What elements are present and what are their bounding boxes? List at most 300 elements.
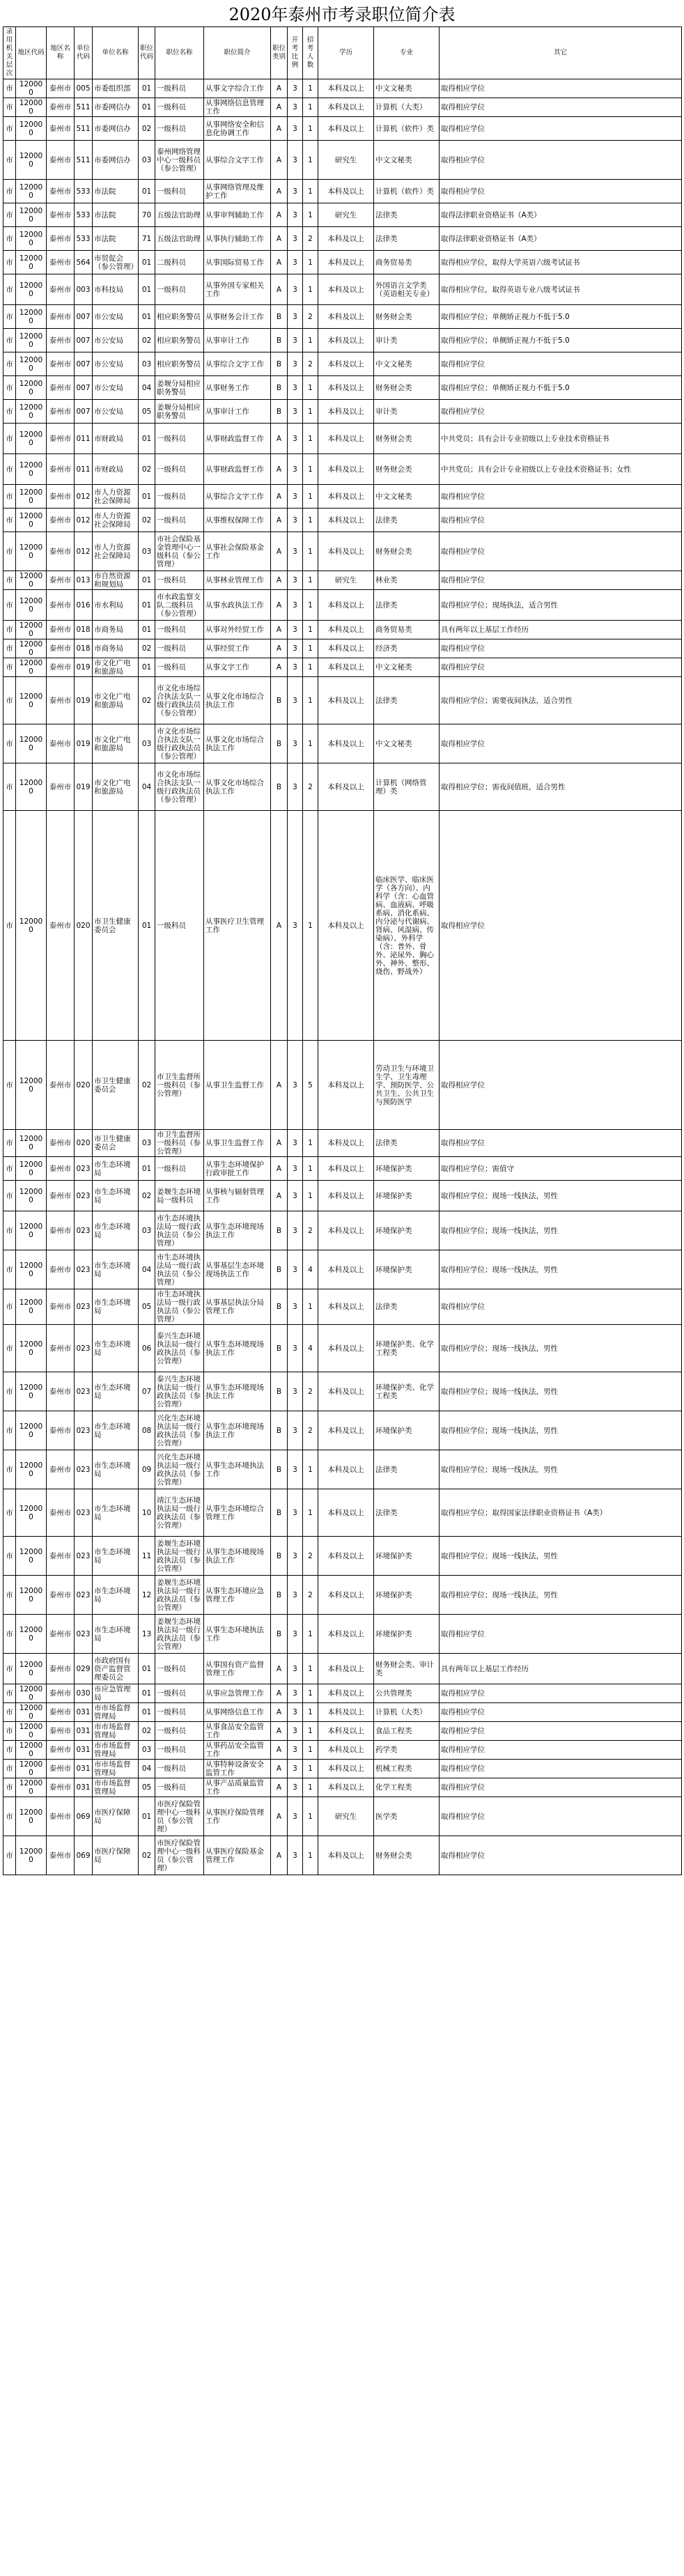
cell-unit-name: 市人力资源社会保障局: [93, 485, 139, 509]
cell-education: 本科及以上: [318, 1211, 374, 1250]
cell-unit-code: 069: [75, 1836, 93, 1875]
cell-region-name: 泰州市: [47, 1684, 75, 1703]
cell-region-code: 120000: [16, 590, 47, 621]
cell-major: 中文文秘类: [374, 724, 440, 763]
cell-count: 1: [303, 251, 318, 274]
cell-position-name: 一级科员: [155, 1684, 204, 1703]
table-row: [3, 658, 682, 677]
cell-level: 市: [3, 1211, 16, 1250]
cell-other: 取得相应学位；现场一线执法，男性: [440, 1211, 682, 1250]
cell-category: B: [271, 329, 288, 352]
cell-count: 1: [303, 1654, 318, 1684]
cell-position-name: 一级科员: [155, 98, 204, 117]
cell-education: 本科及以上: [318, 811, 374, 1041]
cell-education: 本科及以上: [318, 1041, 374, 1130]
cell-major: 财务财会类: [374, 1836, 440, 1875]
cell-category: B: [271, 677, 288, 724]
table-row: [3, 1703, 682, 1722]
cell-unit-name: 市贸促会（参公管理）: [93, 251, 139, 274]
table-row: [3, 117, 682, 141]
cell-count: 2: [303, 1372, 318, 1411]
cell-position-desc: 从事财政监督工作: [204, 454, 271, 485]
table-row: [3, 227, 682, 251]
cell-region-code: 120000: [16, 117, 47, 141]
cell-unit-name: 市市场监督管理局: [93, 1760, 139, 1778]
cell-ratio: 3: [288, 376, 303, 400]
cell-region-code: 120000: [16, 1157, 47, 1181]
cell-count: 1: [303, 509, 318, 532]
cell-unit-name: 市生态环境局: [93, 1615, 139, 1654]
cell-major: 中文文秘类: [374, 141, 440, 180]
cell-major: 环境保护类: [374, 1181, 440, 1211]
cell-region-code: 120000: [16, 1250, 47, 1289]
cell-unit-name: 市文化广电和旅游局: [93, 658, 139, 677]
cell-ratio: 3: [288, 1797, 303, 1836]
cell-level: 市: [3, 1836, 16, 1875]
cell-region-name: 泰州市: [47, 1722, 75, 1741]
cell-region-name: 泰州市: [47, 1181, 75, 1211]
cell-region-name: 泰州市: [47, 1325, 75, 1372]
cell-region-code: 120000: [16, 1211, 47, 1250]
cell-position-name: 市文化市场综合执法支队一级行政执法员（参公管理）: [155, 677, 204, 724]
cell-count: 1: [303, 811, 318, 1041]
cell-category: B: [271, 1372, 288, 1411]
cell-count: 1: [303, 1722, 318, 1741]
cell-other: 取得相应学位: [440, 1615, 682, 1654]
cell-ratio: 3: [288, 724, 303, 763]
cell-education: 本科及以上: [318, 1836, 374, 1875]
cell-category: A: [271, 1836, 288, 1875]
cell-ratio: 3: [288, 1760, 303, 1778]
cell-major: 审计类: [374, 329, 440, 352]
table-row: [3, 1722, 682, 1741]
cell-position-name: 市生态环境执法局一级行政执法员（参公管理）: [155, 1250, 204, 1289]
cell-count: 2: [303, 305, 318, 329]
table-row: [3, 79, 682, 98]
cell-position-desc: 从事产品质量监管工作: [204, 1778, 271, 1797]
cell-major: 财务财会类: [374, 532, 440, 571]
table-row: [3, 509, 682, 532]
cell-ratio: 3: [288, 1741, 303, 1760]
cell-unit-code: 012: [75, 532, 93, 571]
cell-region-name: 泰州市: [47, 658, 75, 677]
cell-position-code: 08: [139, 1411, 155, 1450]
cell-count: 2: [303, 1411, 318, 1450]
cell-count: 1: [303, 1741, 318, 1760]
table-row: [3, 1372, 682, 1411]
cell-position-code: 03: [139, 724, 155, 763]
cell-unit-code: 007: [75, 400, 93, 424]
table-row: [3, 251, 682, 274]
cell-category: A: [271, 79, 288, 98]
cell-position-name: 市社会保险基金管理中心一级科员（参公管理）: [155, 532, 204, 571]
cell-unit-code: 020: [75, 811, 93, 1041]
cell-region-name: 泰州市: [47, 1741, 75, 1760]
cell-unit-name: 市市场监督管理局: [93, 1722, 139, 1741]
table-row: [3, 1181, 682, 1211]
cell-ratio: 3: [288, 621, 303, 639]
cell-region-code: 120000: [16, 1372, 47, 1411]
cell-position-name: 二级科员: [155, 251, 204, 274]
cell-position-code: 02: [139, 454, 155, 485]
cell-other: 中共党员；具有会计专业初级以上专业技术资格证书: [440, 424, 682, 454]
cell-unit-name: 市法院: [93, 203, 139, 227]
header-level: 录用机关层次: [3, 27, 16, 79]
table-row: [3, 1130, 682, 1157]
cell-unit-name: 市人力资源社会保障局: [93, 532, 139, 571]
cell-position-code: 02: [139, 1041, 155, 1130]
cell-education: 本科及以上: [318, 1289, 374, 1325]
cell-unit-code: 019: [75, 658, 93, 677]
cell-level: 市: [3, 677, 16, 724]
cell-position-desc: 从事网络信息工作: [204, 1703, 271, 1722]
table-row: [3, 1450, 682, 1489]
cell-count: 1: [303, 203, 318, 227]
cell-unit-code: 030: [75, 1684, 93, 1703]
cell-ratio: 3: [288, 1211, 303, 1250]
cell-count: 1: [303, 1797, 318, 1836]
header-position-code: 职位代码: [139, 27, 155, 79]
cell-other: 中共党员；具有会计专业初级以上专业技术资格证书；女性: [440, 454, 682, 485]
cell-position-name: 一级科员: [155, 621, 204, 639]
cell-major: 财务财会类、审计类: [374, 1654, 440, 1684]
cell-region-name: 泰州市: [47, 1411, 75, 1450]
cell-category: A: [271, 509, 288, 532]
cell-level: 市: [3, 1289, 16, 1325]
cell-region-name: 泰州市: [47, 1537, 75, 1576]
cell-major: 环境保护类: [374, 1411, 440, 1450]
cell-unit-name: 市生态环境局: [93, 1211, 139, 1250]
cell-region-name: 泰州市: [47, 1797, 75, 1836]
cell-unit-name: 市公安局: [93, 376, 139, 400]
cell-region-code: 120000: [16, 1489, 47, 1537]
cell-position-code: 01: [139, 485, 155, 509]
cell-unit-code: 007: [75, 329, 93, 352]
cell-position-name: 一级科员: [155, 1722, 204, 1741]
cell-other: 取得相应学位: [440, 571, 682, 590]
table-row: [3, 180, 682, 203]
cell-category: A: [271, 424, 288, 454]
cell-education: 本科及以上: [318, 1130, 374, 1157]
cell-position-desc: 从事医疗保险基金管理工作: [204, 1836, 271, 1875]
cell-level: 市: [3, 1041, 16, 1130]
cell-position-name: 泰州网络管理中心一级科员（参公管理）: [155, 141, 204, 180]
cell-region-code: 120000: [16, 274, 47, 305]
cell-position-code: 03: [139, 1211, 155, 1250]
cell-region-code: 120000: [16, 1325, 47, 1372]
cell-position-code: 02: [139, 1181, 155, 1211]
cell-unit-code: 023: [75, 1537, 93, 1576]
cell-ratio: 3: [288, 1181, 303, 1211]
cell-position-desc: 从事生态环境现场执法工作: [204, 1211, 271, 1250]
cell-position-desc: 从事医疗保险管理工作: [204, 1797, 271, 1836]
cell-position-name: 一级科员: [155, 1741, 204, 1760]
cell-level: 市: [3, 227, 16, 251]
cell-other: 取得相应学位；现场一线执法，男性: [440, 1411, 682, 1450]
cell-region-name: 泰州市: [47, 227, 75, 251]
cell-ratio: 3: [288, 1489, 303, 1537]
cell-category: B: [271, 1576, 288, 1615]
cell-count: 1: [303, 1130, 318, 1157]
cell-level: 市: [3, 1450, 16, 1489]
cell-position-code: 01: [139, 274, 155, 305]
cell-level: 市: [3, 590, 16, 621]
cell-region-code: 120000: [16, 724, 47, 763]
table-row: [3, 352, 682, 376]
cell-count: 1: [303, 724, 318, 763]
cell-category: A: [271, 117, 288, 141]
cell-other: 取得相应学位；需夜间值班，适合男性: [440, 763, 682, 811]
table-row: [3, 763, 682, 811]
cell-region-code: 120000: [16, 251, 47, 274]
cell-other: 取得相应学位；现场一线执法，男性: [440, 1537, 682, 1576]
cell-position-desc: 从事生态环境现场执法工作: [204, 1537, 271, 1576]
table-row: [3, 590, 682, 621]
cell-position-desc: 从事维权保障工作: [204, 509, 271, 532]
cell-major: 环境保护类、化学工程类: [374, 1372, 440, 1411]
cell-other: 取得相应学位: [440, 639, 682, 658]
cell-region-name: 泰州市: [47, 141, 75, 180]
cell-unit-name: 市法院: [93, 227, 139, 251]
cell-level: 市: [3, 1741, 16, 1760]
cell-position-name: 靖江生态环境执法局一级行政执法员（参公管理）: [155, 1489, 204, 1537]
cell-position-desc: 从事水政执法工作: [204, 590, 271, 621]
cell-education: 本科及以上: [318, 1615, 374, 1654]
cell-unit-name: 市财政局: [93, 454, 139, 485]
cell-other: 取得相应学位；现场一线执法，男性: [440, 1250, 682, 1289]
cell-position-name: 一级科员: [155, 811, 204, 1041]
cell-major: 法律类: [374, 509, 440, 532]
cell-category: B: [271, 1411, 288, 1450]
cell-position-desc: 从事综合文字工作: [204, 352, 271, 376]
cell-region-code: 120000: [16, 621, 47, 639]
cell-region-code: 120000: [16, 677, 47, 724]
cell-other: 取得相应学位: [440, 180, 682, 203]
table-row: [3, 329, 682, 352]
cell-unit-code: 511: [75, 141, 93, 180]
cell-category: B: [271, 352, 288, 376]
cell-education: 本科及以上: [318, 590, 374, 621]
cell-position-code: 01: [139, 621, 155, 639]
cell-level: 市: [3, 571, 16, 590]
cell-region-name: 泰州市: [47, 305, 75, 329]
cell-position-desc: 从事生态环境执法工作: [204, 1450, 271, 1489]
cell-region-name: 泰州市: [47, 1654, 75, 1684]
cell-unit-code: 012: [75, 509, 93, 532]
cell-count: 1: [303, 454, 318, 485]
cell-position-code: 70: [139, 203, 155, 227]
cell-category: A: [271, 639, 288, 658]
cell-position-name: 市水政监察支队二级科员（参公管理）: [155, 590, 204, 621]
cell-level: 市: [3, 1576, 16, 1615]
cell-position-code: 09: [139, 1450, 155, 1489]
cell-level: 市: [3, 376, 16, 400]
cell-position-desc: 从事外国专家相关工作: [204, 274, 271, 305]
cell-position-name: 一级科员: [155, 1654, 204, 1684]
cell-other: 取得相应学位: [440, 79, 682, 98]
cell-ratio: 3: [288, 141, 303, 180]
cell-other: 取得相应学位；现场一线执法，男性: [440, 1325, 682, 1372]
cell-unit-code: 023: [75, 1157, 93, 1181]
cell-major: 环境保护类: [374, 1250, 440, 1289]
cell-major: 商务贸易类: [374, 621, 440, 639]
cell-major: 环境保护类、化学工程类: [374, 1325, 440, 1372]
cell-level: 市: [3, 811, 16, 1041]
cell-level: 市: [3, 724, 16, 763]
cell-count: 1: [303, 658, 318, 677]
cell-region-code: 120000: [16, 763, 47, 811]
cell-unit-name: 市文化广电和旅游局: [93, 724, 139, 763]
cell-position-name: 一级科员: [155, 639, 204, 658]
cell-ratio: 3: [288, 274, 303, 305]
cell-position-name: 一级科员: [155, 509, 204, 532]
cell-ratio: 3: [288, 454, 303, 485]
cell-region-code: 120000: [16, 141, 47, 180]
cell-major: 化学工程类: [374, 1778, 440, 1797]
cell-region-name: 泰州市: [47, 621, 75, 639]
cell-count: 2: [303, 227, 318, 251]
cell-level: 市: [3, 454, 16, 485]
cell-category: A: [271, 1157, 288, 1181]
cell-ratio: 3: [288, 509, 303, 532]
cell-other: 取得相应学位，取得英语专业八级考试证书: [440, 274, 682, 305]
cell-region-code: 120000: [16, 352, 47, 376]
table-row: [3, 639, 682, 658]
cell-unit-name: 市商务局: [93, 639, 139, 658]
cell-education: 本科及以上: [318, 658, 374, 677]
cell-region-code: 120000: [16, 203, 47, 227]
table-row: [3, 203, 682, 227]
cell-other: 具有两年以上基层工作经历: [440, 621, 682, 639]
cell-other: 取得相应学位: [440, 724, 682, 763]
cell-education: 本科及以上: [318, 98, 374, 117]
cell-other: 取得相应学位: [440, 141, 682, 180]
cell-position-desc: 从事基层生态环境现场执法工作: [204, 1250, 271, 1289]
cell-unit-name: 市市场监督管理局: [93, 1741, 139, 1760]
cell-count: 1: [303, 274, 318, 305]
cell-position-code: 13: [139, 1615, 155, 1654]
cell-position-desc: 从事生态环境现场执法工作: [204, 1325, 271, 1372]
cell-major: 中文文秘类: [374, 485, 440, 509]
cell-other: 取得相应学位: [440, 1836, 682, 1875]
cell-unit-code: 005: [75, 79, 93, 98]
cell-other: 取得相应学位；单侧矫正视力不低于5.0: [440, 305, 682, 329]
cell-unit-code: 533: [75, 180, 93, 203]
cell-count: 2: [303, 1537, 318, 1576]
cell-position-code: 02: [139, 509, 155, 532]
cell-position-name: 兴化生态环境执法局一级行政执法员（参公管理）: [155, 1450, 204, 1489]
cell-major: 法律类: [374, 1489, 440, 1537]
cell-education: 本科及以上: [318, 79, 374, 98]
cell-other: 取得相应学位，取得大学英语六级考试证书: [440, 251, 682, 274]
cell-unit-name: 市生态环境局: [93, 1411, 139, 1450]
cell-region-code: 120000: [16, 571, 47, 590]
cell-position-desc: 从事文字工作: [204, 658, 271, 677]
cell-count: 5: [303, 1041, 318, 1130]
header-ratio: 开考比例: [288, 27, 303, 79]
cell-region-code: 120000: [16, 1741, 47, 1760]
cell-ratio: 3: [288, 1684, 303, 1703]
cell-other: 取得相应学位: [440, 1722, 682, 1741]
cell-ratio: 3: [288, 1411, 303, 1450]
cell-major: 财务财会类: [374, 424, 440, 454]
cell-category: B: [271, 305, 288, 329]
cell-count: 1: [303, 180, 318, 203]
cell-category: A: [271, 180, 288, 203]
cell-position-name: 姜堰分局相应职务警员: [155, 376, 204, 400]
table-row: [3, 274, 682, 305]
header-education: 学历: [318, 27, 374, 79]
header-major: 专业: [374, 27, 440, 79]
cell-count: 1: [303, 329, 318, 352]
cell-unit-name: 市生态环境局: [93, 1372, 139, 1411]
cell-level: 市: [3, 1250, 16, 1289]
cell-region-name: 泰州市: [47, 1703, 75, 1722]
cell-level: 市: [3, 400, 16, 424]
cell-ratio: 3: [288, 98, 303, 117]
cell-count: 2: [303, 763, 318, 811]
cell-category: A: [271, 141, 288, 180]
cell-level: 市: [3, 1797, 16, 1836]
cell-position-code: 04: [139, 1760, 155, 1778]
cell-position-code: 03: [139, 532, 155, 571]
cell-position-code: 01: [139, 590, 155, 621]
cell-position-desc: 从事生态环境应急管理工作: [204, 1576, 271, 1615]
cell-major: 食品工程类: [374, 1722, 440, 1741]
cell-position-code: 11: [139, 1537, 155, 1576]
cell-unit-name: 市生态环境局: [93, 1325, 139, 1372]
cell-education: 本科及以上: [318, 621, 374, 639]
cell-education: 本科及以上: [318, 724, 374, 763]
cell-unit-code: 564: [75, 251, 93, 274]
cell-major: 公共管理类: [374, 1684, 440, 1703]
cell-position-desc: 从事网络管理及维护工作: [204, 180, 271, 203]
cell-category: B: [271, 376, 288, 400]
cell-count: 1: [303, 1760, 318, 1778]
cell-ratio: 3: [288, 227, 303, 251]
cell-position-name: 市医疗保险管理中心一级科员（参公管理）: [155, 1836, 204, 1875]
cell-other: 取得相应学位；需值守: [440, 1157, 682, 1181]
cell-major: 财务财会类: [374, 454, 440, 485]
cell-unit-code: 016: [75, 590, 93, 621]
cell-education: 本科及以上: [318, 227, 374, 251]
cell-region-name: 泰州市: [47, 251, 75, 274]
table-row: [3, 621, 682, 639]
cell-level: 市: [3, 1654, 16, 1684]
cell-unit-name: 市生态环境局: [93, 1576, 139, 1615]
cell-other: 取得相应学位: [440, 1130, 682, 1157]
cell-count: 1: [303, 532, 318, 571]
cell-position-desc: 从事生态环境现场执法工作: [204, 1372, 271, 1411]
cell-education: 本科及以上: [318, 1411, 374, 1450]
cell-education: 本科及以上: [318, 424, 374, 454]
cell-region-code: 120000: [16, 1797, 47, 1836]
cell-position-name: 一级科员: [155, 454, 204, 485]
cell-position-desc: 从事医疗卫生管理工作: [204, 811, 271, 1041]
cell-major: 中文文秘类: [374, 79, 440, 98]
cell-position-desc: 从事财务工作: [204, 376, 271, 400]
cell-major: 法律类: [374, 1450, 440, 1489]
cell-position-name: 姜堰生态环境执法局一级行政执法员（参公管理）: [155, 1576, 204, 1615]
cell-level: 市: [3, 1615, 16, 1654]
cell-unit-code: 020: [75, 1041, 93, 1130]
table-row: [3, 1684, 682, 1703]
cell-count: 1: [303, 1450, 318, 1489]
cell-education: 本科及以上: [318, 180, 374, 203]
cell-unit-code: 023: [75, 1211, 93, 1250]
cell-count: 1: [303, 621, 318, 639]
cell-unit-code: 023: [75, 1325, 93, 1372]
